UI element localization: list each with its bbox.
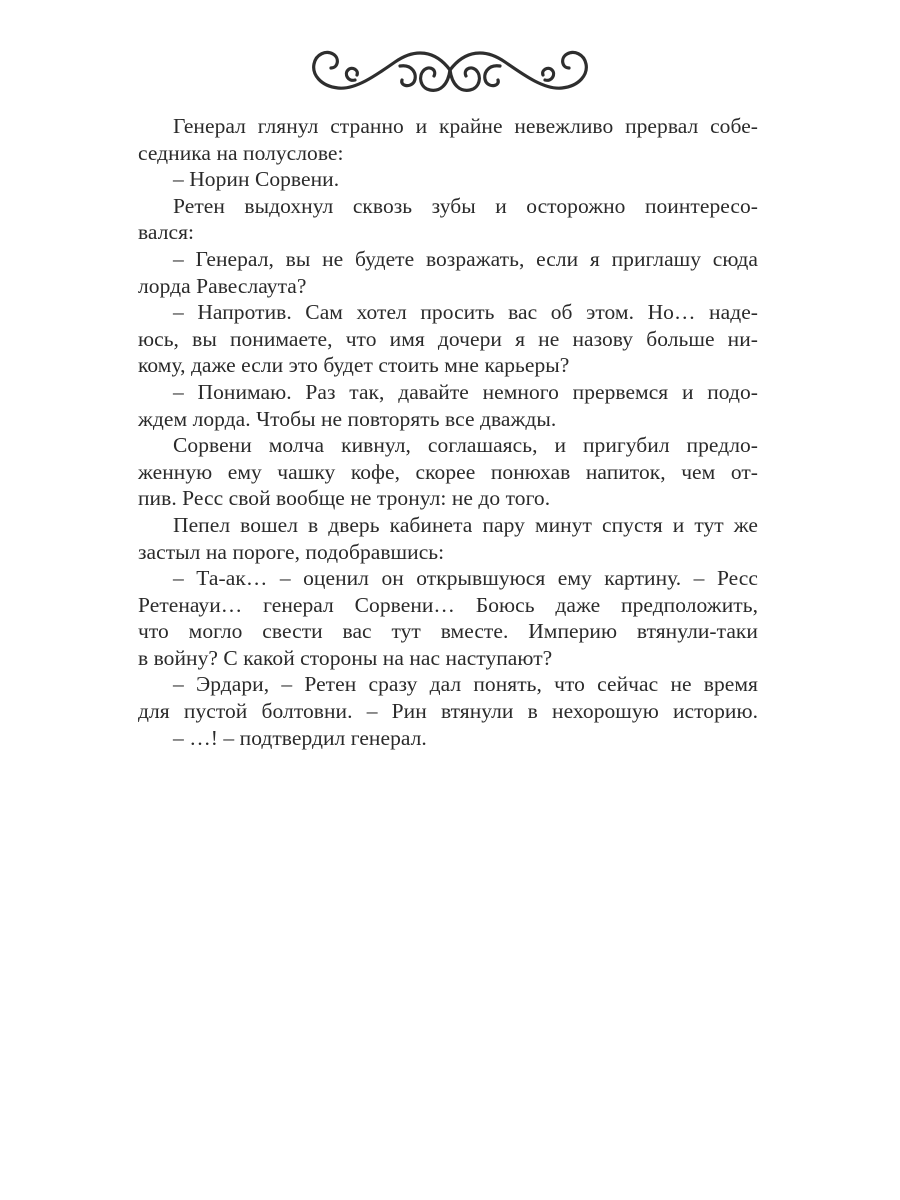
- text-line: – Понимаю. Раз так, давайте немного прервемся и подо-: [173, 379, 758, 404]
- text-line: – Эрдари, – Ретен сразу дал понять, что сейчас не время: [173, 672, 758, 697]
- text-line: – …! – подтвердил генерал.: [173, 725, 427, 750]
- text-line: Ретен выдохнул сквозь зубы и осторожно поинтересо-: [173, 193, 758, 218]
- text-line: женную ему чашку кофе, скорее понюхав напиток, чем от-: [138, 459, 758, 484]
- text-line: кому, даже если это будет стоить мне карьеры?: [138, 353, 570, 378]
- text-line: вался:: [138, 220, 195, 245]
- text-line: – Генерал, вы не будете возражать, если я приглашу сюда: [173, 246, 758, 271]
- text-line: что могло свести вас тут вместе. Империю втянули-таки: [138, 619, 758, 644]
- text-line: Генерал глянул странно и крайне невежливо прервал собе-: [173, 114, 758, 138]
- text-line: – Напротив. Сам хотел просить вас об этом. Но… наде-: [173, 300, 758, 325]
- ornament-divider-icon: [300, 40, 600, 100]
- text-line: застыл на пороге, подобравшись:: [138, 539, 445, 564]
- text-line: лорда Равеслаута?: [138, 273, 307, 298]
- text-line: – Норин Сорвени.: [173, 167, 340, 192]
- text-line: ждем лорда. Чтобы не повторять все дважды.: [138, 406, 557, 431]
- text-line: в войну? С какой стороны на нас наступают?: [138, 645, 553, 670]
- text-line: седника на полуслове:: [138, 140, 344, 165]
- text-line: юсь, вы понимаете, что имя дочери я не назову больше ни-: [138, 326, 758, 351]
- book-page-text: [138, 113, 758, 751]
- text-line: Сорвени молча кивнул, соглашаясь, и пригубил предло-: [173, 433, 758, 458]
- text-line: Ретенауи… генерал Сорвени… Боюсь даже предположить,: [138, 592, 758, 617]
- text-line: для пустой болтовни. – Рин втянули в нехорошую историю.: [138, 699, 758, 724]
- text-line: Пепел вошел в дверь кабинета пару минут спустя и тут же: [173, 512, 758, 537]
- text-line: пив. Ресс свой вообще не тронул: не до того.: [138, 486, 551, 511]
- text-line: – Та-ак… – оценил он открывшуюся ему картину. – Ресс: [173, 566, 758, 591]
